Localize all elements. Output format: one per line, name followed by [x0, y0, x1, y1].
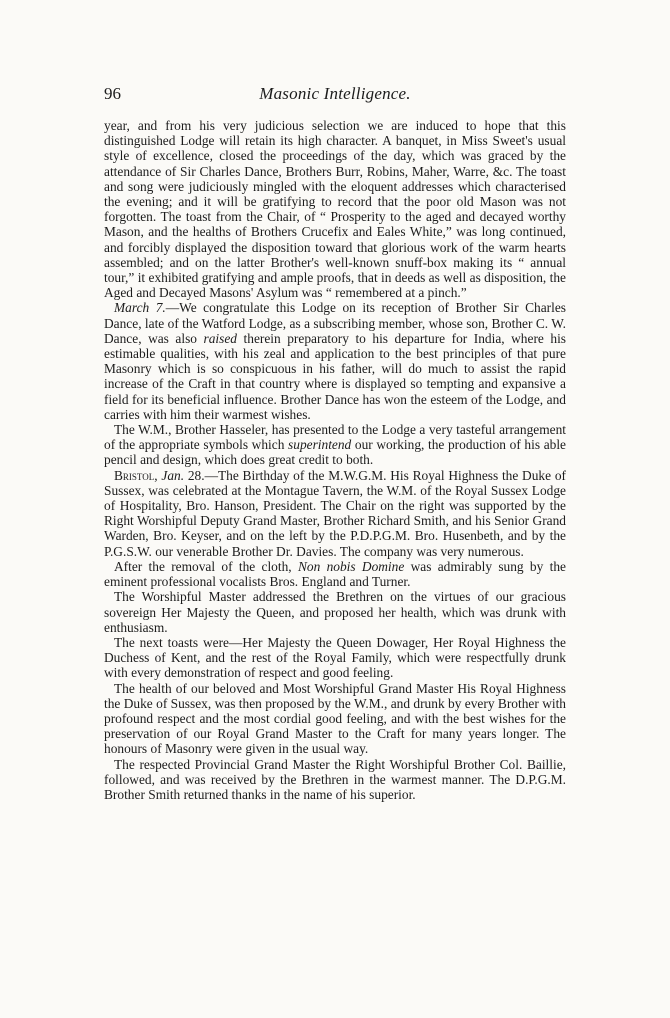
italic-text: superintend [288, 437, 352, 453]
text-segment: The next toasts were—Her Majesty the Queen Dowager, Her Royal Highness the Duchess of Kent, and the rest of the Royal Family, which were respectfully drunk with every demonstration of respect and good feeling. [104, 634, 566, 681]
paragraph [104, 118, 566, 300]
text-segment: therein preparatory to his departure for India, where his estimable qualities, with his zeal and application to the best principles of that pure Masonry which is so conspicuous in his father, will do much to assist the rapid increase of the Craft in that country where is displayed so tempting and expansive a field for its beneficial influence. Brother Dance has won the esteem of the Lodge, and carries with him their warmest wishes. [104, 330, 566, 422]
text-segment: our working, the production of his able pencil and design, which does great credit to both. [104, 437, 566, 468]
italic-text: raised [203, 330, 237, 346]
paragraph [104, 589, 566, 635]
place-name: Bristol, [114, 467, 158, 483]
text-segment: The health of our beloved and Most Worshipful Grand Master His Royal Highness the Duke of Sussex, was then proposed by the W.M., and drunk by every Brother with profound respect and the most cordial good feeling, and with the best wishes for the preservation of our Royal Grand Master to the Craft for many years longer. The honours of Masonry were given in the usual way. [104, 680, 566, 757]
italic-text: March 7. [114, 300, 166, 316]
text-segment: The W.M., Brother Hasseler, has presented to the Lodge a very tasteful arrangement of the appropriate symbols which [104, 422, 566, 453]
text-segment: 28.—The Birthday of the M.W.G.M. His Royal Highness the Duke of Sussex, was celebrated at the Montague Tavern, the W.M. of the Royal Sussex Lodge of Hospitality, Bro. Hanson, President. The Chair on the right was supported by the Right Worshipful Deputy Grand Master, Brother Richard Smith, and his Senior Grand Warden, Bro. Keyser, and on the left by the P.D.P.G.M. Bro. Husenbeth, and by the P.G.S.W. our venerable Brother Dr. Davies. The company was very numerous. [104, 467, 566, 559]
body-text [104, 118, 566, 802]
italic-text: Jan. [161, 467, 185, 483]
page-number: 96 [104, 84, 121, 103]
text-segment: was admirably sung by the eminent professional vocalists Bros. England and Turner. [104, 558, 566, 590]
text-segment: After the removal of the cloth, [114, 558, 298, 574]
text-segment: The Worshipful Master addressed the Brethren on the virtues of our gracious sovereign Her Majesty the Queen, and proposed her health, which was drunk with enthusiasm. [104, 589, 566, 635]
paragraph [104, 681, 566, 757]
paragraph [104, 422, 566, 468]
italic-text: Non nobis Domine [297, 558, 405, 574]
paragraph [104, 757, 566, 803]
text-segment: The respected Provincial Grand Master the Right Worshipful Brother Col. Baillie, followed, and was received by the Brethren in the warmest manner. The D.P.G.M. Brother Smith returned thanks in the name of his superior. [104, 756, 566, 802]
paragraph [104, 635, 566, 681]
paragraph [104, 300, 566, 422]
text-segment: —We congratulate this Lodge on its reception of Brother Sir Charles Dance, late of the Watford Lodge, as a subscribing member, whose son, Brother C. W. Dance, was also [104, 300, 566, 346]
paragraph [104, 468, 566, 559]
page-header [104, 84, 566, 108]
paragraph [104, 559, 566, 589]
running-title: Masonic Intelligence. [259, 84, 411, 103]
text-segment: year, and from his very judicious selection we are induced to hope that this distinguished Lodge will retain its high character. A banquet, in Miss Sweet's usual style of excellence, closed the proceedings of the day, which was graced by the attendance of Sir Charles Dance, Brothers Burr, Robins, Maher, Warre, &c. The toast and song were judiciously mingled with the eloquent addresses which characterised the evening; and it will be gratifying to record that the poor old Mason was not forgotten. The toast from the Chair, of “ Prosperity to the aged and decayed worthy Mason, and the healths of Brothers Crucefix and Eales White,” was long continued, and forcibly displayed the disposition toward that glorious work of the warm hearts assembled; and on the latter Brother's well-known snuff-box making its “ annual tour,” it exhibited gratifying and ample proofs, that in deeds as well as disposition, the Aged and Decayed Masons' Asylum was “ remembered at a pinch.” [104, 118, 566, 301]
